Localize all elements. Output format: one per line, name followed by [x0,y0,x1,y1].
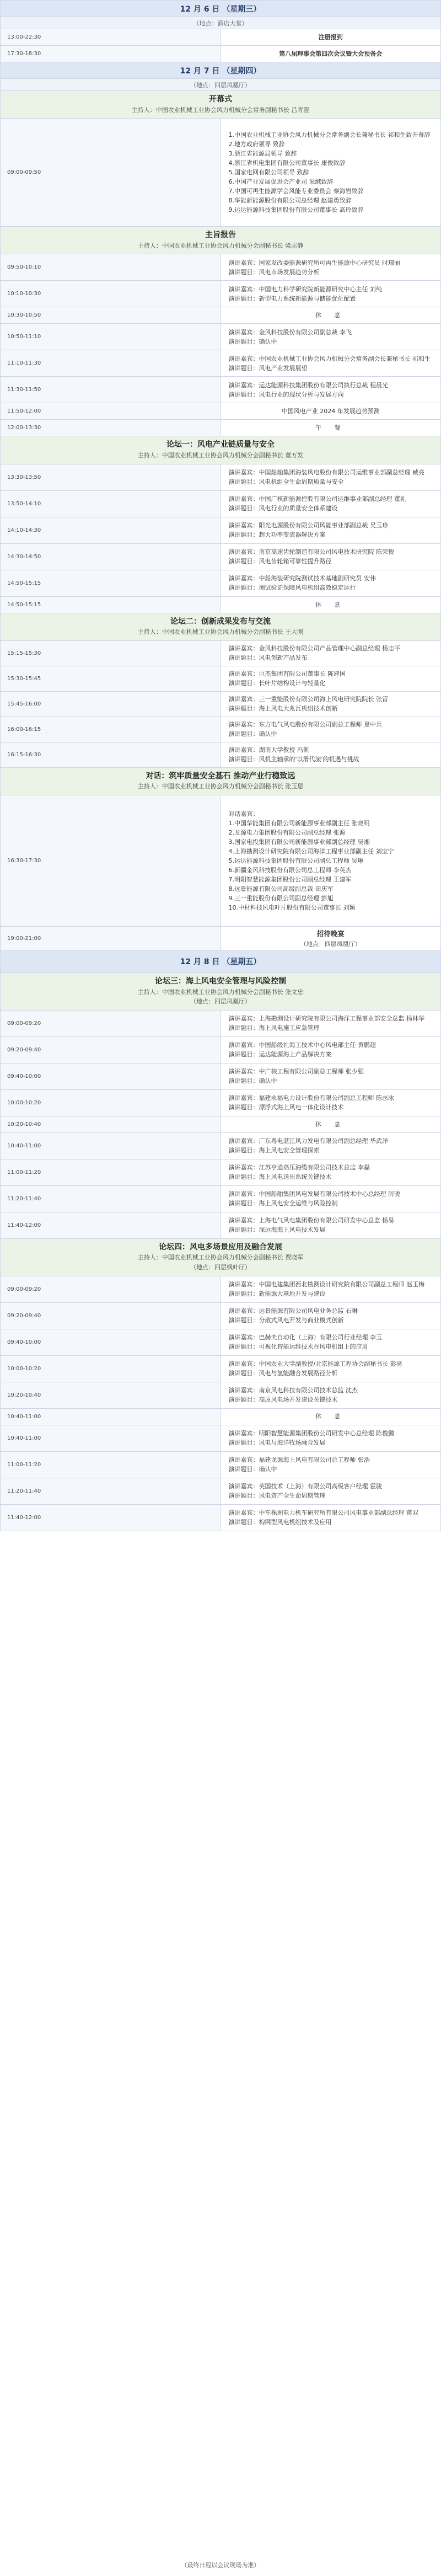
schedule-row [1,1329,441,1355]
time-cell: 10:50-11:10 [1,324,221,350]
speaker-line: 演讲嘉宾：东方电气风电股份有限公司副总工程师 夏中兵 [228,721,382,729]
time-cell: 10:20-10:40 [1,1116,221,1132]
content-cell [220,1010,441,1036]
schedule-row [1,403,441,420]
speaker-line: 演讲嘉宾：金风科技股份有限公司产品管理中心副总经理 杨志平 [228,645,400,653]
day-date: 12 月 6 日 （星期三） [1,1,441,17]
section-host: 主持人：中国农业机械工业协会风力机械分会副秘书长 董万发 [137,451,304,459]
speaker-line: 演讲嘉宾：南京高速齿轮制造有限公司风电技术研究院 陈荣俊 [228,548,394,556]
schedule-row [1,1212,441,1238]
schedule-row [1,570,441,596]
section-title: 主旨报告 [205,231,236,240]
schedule-row [1,742,441,767]
dialogue-line: 4.上海勘测设计研究院有限公司海洋工程事业部副主任 刘宝宁 [228,847,394,855]
speaker-line: 演讲嘉宾：巴赫夫自动化（上海）有限公司行业经理 李玉 [228,1333,382,1341]
schedule-row [1,420,441,436]
topic-line: 演讲题目：构网型风电机组技术及应用 [228,1519,332,1526]
time-cell: 11:10-11:30 [1,350,221,377]
schedule-row [1,1132,441,1159]
speaker-line: 演讲嘉宾：三一重能股份有限公司海上风电研究院院长 张雷 [228,696,388,703]
time-cell: 09:00-09:50 [1,119,221,227]
speaker-line: 演讲嘉宾：广东粤电湛江风力发电有限公司副总经理 毕武洋 [228,1137,388,1145]
topic-line: 演讲题目：风电资产全生命周期管理 [228,1492,326,1499]
time-cell: 14:50-15:15 [1,570,221,596]
topic-line: 演讲题目：新能源大基地开发与建设 [228,1290,326,1297]
time-cell: 10:10-10:30 [1,281,221,307]
time-cell: 13:00-22:30 [1,29,221,46]
section-title: 论坛一：风电产业链质量与安全 [166,440,275,450]
schedule-row [1,926,441,950]
schedule-row [1,795,441,926]
time-cell: 17:30-18:30 [1,46,221,62]
dialogue-line: 8.远景能源有限公司高级副总裁 田庆军 [228,885,334,893]
section-title: 论坛二：创新成果发布与交流 [170,617,271,626]
location-text: （地点：酒店大堂） [1,17,441,29]
speaker-line: 演讲嘉宾：阳光电源股份有限公司风能事业部副总裁 吴玉珍 [228,522,388,530]
section-header [1,227,441,254]
time-cell: 10:30-10:50 [1,307,221,324]
section-header [1,613,441,640]
topic-line: 演讲题目：风电与海洋牧场融合发展 [228,1439,326,1446]
speaker-line: 演讲嘉宾：运达能源科技集团股份有限公司执行总裁 程晨光 [228,381,388,389]
dialogue-line: 10.中材科技风电叶片股份有限公司董事长 刘颖 [228,904,356,912]
time-cell: 16:30-17:30 [1,795,221,926]
time-cell: 09:00-09:20 [1,1010,221,1036]
topic-line: 演讲题目：新型电力系统新能源与储能优化配置 [228,295,356,302]
time-cell: 11:40-12:00 [1,1212,221,1238]
content-cell [220,1089,441,1116]
schedule-row [1,640,441,666]
section-host: 主持人：中国农业机械工业协会风力机械分会副秘书长 贾晓军 [137,1254,304,1262]
topic-line: 演讲题目：海上风电安全管理探索 [228,1147,320,1155]
speaker-line: 演讲嘉宾：中国电建集团西北勘测设计研究院有限公司副总工程师 赵玉梅 [228,1280,424,1288]
speaker-line: 9.运达能源科技集团股份有限公司董事长 高玲致辞 [228,206,364,214]
time-cell: 14:30-14:50 [1,543,221,570]
content-cell [220,1451,441,1478]
dialogue-line: 6.新疆金风科技股份有限公司总工程师 李英杰 [228,866,352,874]
schedule-row [1,1382,441,1408]
speaker-line: 演讲嘉宾：明阳智慧能源集团股份公司研发中心总经理 陈俊鹏 [228,1429,394,1437]
schedule-row [1,1185,441,1212]
schedule-row [1,1302,441,1329]
time-cell: 16:15-16:30 [1,742,221,767]
content-cell [220,281,441,307]
schedule-row [1,1010,441,1036]
content-cell [220,1425,441,1451]
topic-line: 演讲题目：深远海海上风电技术发展 [228,1226,326,1234]
speaker-line: 演讲嘉宾：上海勘测设计研究院有限公司海洋工程事业部安全总监 杨林华 [228,1015,424,1023]
topic-line: 演讲题目：风电机组全生命周期质量与安全 [228,478,344,486]
section-title: 开幕式 [209,95,232,104]
time-cell: 09:40-10:00 [1,1063,221,1089]
topic-line: 演讲题目：风电行业的质量安全体系建设 [228,505,338,512]
content-cell [220,1185,441,1212]
schedule-row [1,46,441,62]
time-cell: 19:00-21:00 [1,926,221,950]
speaker-line: 演讲嘉宾：巨杰集团有限公司董事长 陈建国 [228,670,346,678]
schedule-row [1,1504,441,1531]
section-header [1,91,441,119]
schedule-row [1,464,441,490]
time-cell: 15:15-15:30 [1,640,221,666]
section-title: 论坛三：海上风电安全管理与风险控制 [155,976,286,986]
speaker-line: 演讲嘉宾：上海电气风电集团股份有限公司研发中心总监 杨易 [228,1217,394,1225]
content-cell [220,1276,441,1302]
speaker-line: 演讲嘉宾：国家发改委能源研究所可再生能源中心研究员 时璟丽 [228,259,400,266]
schedule-row [1,281,441,307]
topic-line: 演讲题目：风电市场发展趋势分析 [228,268,320,276]
schedule-row [1,1036,441,1063]
time-cell: 14:10-14:30 [1,517,221,543]
content-cell [220,742,441,767]
schedule-row [1,1159,441,1185]
time-cell: 10:40-11:00 [1,1425,221,1451]
speaker-line: 演讲嘉宾：中国电力科学研究院新能源研究中心主任 刘纯 [228,285,382,293]
content-cell [220,1478,441,1504]
content-cell: 第八届理事会第四次会议暨大会预备会 [220,46,441,62]
content-cell [220,1063,441,1089]
speaker-line: 演讲嘉宾：湖南大学教授 冯凯 [228,746,309,754]
speaker-line: 4.浙江省机电集团有限公司董事长 康俊致辞 [228,159,346,167]
speaker-line: 2.地方政府领导 致辞 [228,141,285,148]
time-cell: 10:00-10:20 [1,1355,221,1382]
topic-line: 演讲题目：海上风电大兆瓦机组技术创新 [228,705,338,713]
speaker-line: 6.中国产业发展促进会产业司 采缄致辞 [228,178,334,186]
day-header [1,62,441,79]
time-cell: 09:20-09:40 [1,1302,221,1329]
time-cell: 10:00-10:20 [1,1089,221,1116]
location-text: （地点：四层凤凰厅） [1,79,441,91]
time-cell: 11:00-11:20 [1,1159,221,1185]
speaker-line: 演讲嘉宾：南京风电科技有限公司技术总监 沈杰 [228,1386,358,1394]
time-cell: 10:40-11:00 [1,1132,221,1159]
content-cell [220,795,441,926]
speaker-line: 演讲嘉宾：金风科技股份有限公司副总裁 李飞 [228,328,352,336]
location-row [1,17,441,29]
topic-line: 演讲题目：风电产业发展展望 [228,364,308,372]
section-host: 主持人：中国农业机械工业协会风力机械分会副秘书长 梁志静 [137,242,304,249]
section-header [1,436,441,464]
speaker-line: 演讲嘉宾：中国广核新能源控股有限公司运维事业部副总经理 董礼 [228,495,406,503]
topic-line: 演讲题目：确认中 [228,338,277,345]
schedule-row [1,1425,441,1451]
time-cell: 13:30-13:50 [1,464,221,490]
topic-line: 演讲题目：高原风电场开发建设关键技术 [228,1396,338,1403]
topic-line: 演讲题目：运达能源海上产品解决方案 [228,1051,332,1059]
day-header [1,950,441,972]
schedule-row [1,350,441,377]
topic-line: 演讲题目：确认中 [228,1466,277,1473]
schedule-row [1,543,441,570]
topic-line: 演讲题目：超大功率变流器解决方案 [228,531,326,539]
topic-line: 演讲题目：确认中 [228,730,277,738]
content-cell [220,666,441,691]
content-cell [220,570,441,596]
dialogue-line: 7.明阳智慧能源集团股份公司副总经理 王建军 [228,876,352,883]
content-cell [220,350,441,377]
schedule-row [1,1451,441,1478]
topic-line: 演讲题目：可视化智能运维技术在风电机组上的应用 [228,1343,368,1350]
topic-line: 演讲题目：海上风电送出系统关键技术 [228,1173,332,1181]
time-cell: 15:45-16:00 [1,691,221,717]
speaker-line: 演讲嘉宾：福建龙源海上风电有限公司总工程师 张浩 [228,1456,370,1463]
content-cell [220,1504,441,1531]
time-cell: 11:50-12:00 [1,403,221,420]
section-host: 主持人：中国农业机械工业协会风力机械分会副秘书长 王大刚 [137,628,304,636]
content-cell [220,1132,441,1159]
time-cell: 14:50-15:15 [1,596,221,613]
topic-line: 演讲题目：漂浮式海上风电一体化设计技术 [228,1104,344,1111]
time-cell: 11:30-11:50 [1,377,221,403]
content-cell [220,254,441,281]
time-cell: 15:30-15:45 [1,666,221,691]
time-cell: 09:00-09:20 [1,1276,221,1302]
break-cell: 休 息 [220,596,441,613]
section-location: （地点：四层枫叶厅） [190,1263,251,1271]
content-cell [220,119,441,227]
section-header [1,767,441,795]
speaker-line: 演讲嘉宾：福建永福电力设计股份有限公司副总工程师 陈志冰 [228,1094,394,1102]
schedule-row [1,1276,441,1302]
time-cell: 09:40-10:00 [1,1329,221,1355]
schedule-row [1,1355,441,1382]
content-cell [220,517,441,543]
topic-line: 演讲题目：确认中 [228,1077,277,1085]
time-cell: 09:50-10:10 [1,254,221,281]
schedule-row [1,1116,441,1132]
topic-line: 演讲题目：风机主轴承的'以滑代滚'的机遇与挑战 [228,756,359,763]
speaker-line: 演讲嘉宾：中国船舶集团风电发展有限公司技术中心总经理 厉骏 [228,1190,400,1198]
schedule-row [1,324,441,350]
content-cell [220,717,441,742]
schedule-row [1,119,441,227]
speaker-line: 3.浙江省能源局领导 致辞 [228,150,297,158]
speaker-line: 演讲嘉宾：中国农业大学副教授/北京能源工程协会副秘书长 彭亮 [228,1360,402,1367]
footer-note: （最终日程以会议现场为准） [181,2562,260,2569]
time-cell: 10:20-10:40 [1,1382,221,1408]
speaker-line: 演讲嘉宾：中船海装研究院测试技术基地副研究员 安伟 [228,575,376,582]
schedule-row [1,377,441,403]
time-cell: 16:00-16:15 [1,717,221,742]
content-cell [220,926,441,950]
content-cell [220,1036,441,1063]
content-cell [220,1212,441,1238]
topic-line: 演讲题目：风电与氢能融合发展路径分析 [228,1370,338,1377]
schedule-row [1,666,441,691]
day-date: 12 月 7 日 （星期四） [1,62,441,79]
dialogue-line: 1.中国华能集团有限公司新能源事业部副主任 张晓明 [228,819,370,827]
topic-line: 演讲题目：风电行业的现状分析与发展方向 [228,391,344,398]
section-header [1,1238,441,1276]
content-cell [220,543,441,570]
speaker-line: 1.中国农业机械工业协会风力机械分会常务副会长兼秘书长 祁和生致开幕辞 [228,131,431,138]
dialogue-line: 9.三一重能股份有限公司副总经理 彭旭 [228,895,334,902]
content-cell [220,1302,441,1329]
schedule-row [1,1408,441,1425]
schedule-row [1,1063,441,1089]
dialogue-line: 对话嘉宾： [228,810,259,817]
schedule-row [1,29,441,46]
section-location: （地点：四层凤凰厅） [190,998,251,1006]
section-host: 主持人：中国农业机械工业协会风力机械分会副秘书长 张玉恩 [137,783,304,790]
content-cell [220,377,441,403]
schedule-row [1,717,441,742]
topic-line: 演讲题目：风电齿轮箱可靠性提升路径 [228,558,332,565]
topic-line: 演讲题目：海上风电施工应急管理 [228,1024,320,1032]
speaker-line: 演讲嘉宾：远景能源有限公司风电业务总监 石琳 [228,1307,358,1314]
location-row [1,79,441,91]
speaker-line: 7.中国可再生能源学会风能专业委员会 秦海岩致辞 [228,188,364,195]
content-cell: 中国风电产业 2024 年发展趋势预测 [220,403,441,420]
time-cell: 09:20-09:40 [1,1036,221,1063]
content-cell [220,490,441,517]
topic-line: 演讲题目：分散式风电开发与商业模式创新 [228,1317,344,1324]
schedule-row [1,517,441,543]
dialogue-line: 3.国家电投集团有限公司新能源事业部副总经理 吴湘 [228,838,370,846]
section-title: 论坛四：风电多场景应用及融合发展 [159,1242,282,1252]
section-host: 主持人：中国农业机械工业协会风力机械分会副秘书长 张文忠 [137,988,304,996]
day-header [1,1,441,17]
speaker-line: 演讲嘉宾：中广核工程有限公司副总工程师 张少强 [228,1068,364,1076]
banquet-title: 招待晚宴 [316,929,345,938]
content-cell [220,1355,441,1382]
time-cell: 12:00-13:30 [1,420,221,436]
content-cell: 注册报到 [220,29,441,46]
schedule-row [1,490,441,517]
time-cell: 11:00-11:20 [1,1451,221,1478]
speaker-line: 演讲嘉宾：中国船舶集团海装风电股份有限公司运维事业部副总经理 臧亮 [228,469,424,477]
schedule-row [1,691,441,717]
content-cell [220,1382,441,1408]
break-cell: 休 息 [220,1116,441,1132]
speaker-line: 演讲嘉宾：英国技术（上海）有限公司高级客户经理 霍骏 [228,1482,382,1490]
content-cell [220,464,441,490]
content-cell [220,1329,441,1355]
section-host: 主持人：中国农业机械工业协会风力机械分会常务副秘书长 吕青澄 [131,106,310,114]
topic-line: 演讲题目：测试验证保障风电机组高效稳定运行 [228,584,356,592]
time-cell: 11:20-11:40 [1,1478,221,1504]
time-cell: 11:20-11:40 [1,1185,221,1212]
dialogue-line: 5.运达能源科技集团股份有限公司副总工程师 吴琳 [228,857,364,864]
content-cell [220,640,441,666]
speaker-line: 8.华能新能源股份有限公司总经理 赵建勇致辞 [228,197,352,205]
topic-line: 演讲题目：风电创新产品发布 [228,654,308,662]
section-header [1,972,441,1010]
schedule-row [1,1089,441,1116]
section-title: 对话：筑牢质量安全基石 推动产业行稳致远 [146,771,295,781]
schedule-row [1,1478,441,1504]
topic-line: 演讲题目：长叶片结构设计与轻量化 [228,680,326,687]
speaker-line: 演讲嘉宾：中车株洲电力机车研究所有限公司风电事业部副总经理 蒋双 [228,1509,418,1516]
time-cell: 10:40-11:00 [1,1408,221,1425]
content-cell [220,1159,441,1185]
topic-line: 演讲题目：海上风电安全运维与风险控制 [228,1200,338,1207]
break-cell: 休 息 [220,1408,441,1425]
content-cell [220,691,441,717]
break-cell: 休 息 [220,307,441,324]
dialogue-line: 2.龙源电力集团股份有限公司副总经理 张源 [228,829,346,836]
schedule-row [1,307,441,324]
speaker-line: 演讲嘉宾：江苏亨通高压海缆有限公司技术总监 李磊 [228,1164,370,1172]
day-date: 12 月 8 日 （星期五） [1,950,441,972]
banquet-location: （地点：四层凤凰厅） [300,940,361,948]
time-cell: 11:40-12:00 [1,1504,221,1531]
speaker-line: 演讲嘉宾：中国船级社海工技术中心风电部主任 黄鹏超 [228,1041,376,1049]
break-cell: 午 餐 [220,420,441,436]
schedule-row [1,596,441,613]
speaker-line: 5.国家电网有限公司领导 致辞 [228,169,309,177]
schedule-row [1,254,441,281]
time-cell: 13:50-14:10 [1,490,221,517]
speaker-line: 演讲嘉宾：中国农业机械工业协会风力机械分会常务副会长兼秘书长 祁和生 [228,355,431,362]
content-cell [220,324,441,350]
